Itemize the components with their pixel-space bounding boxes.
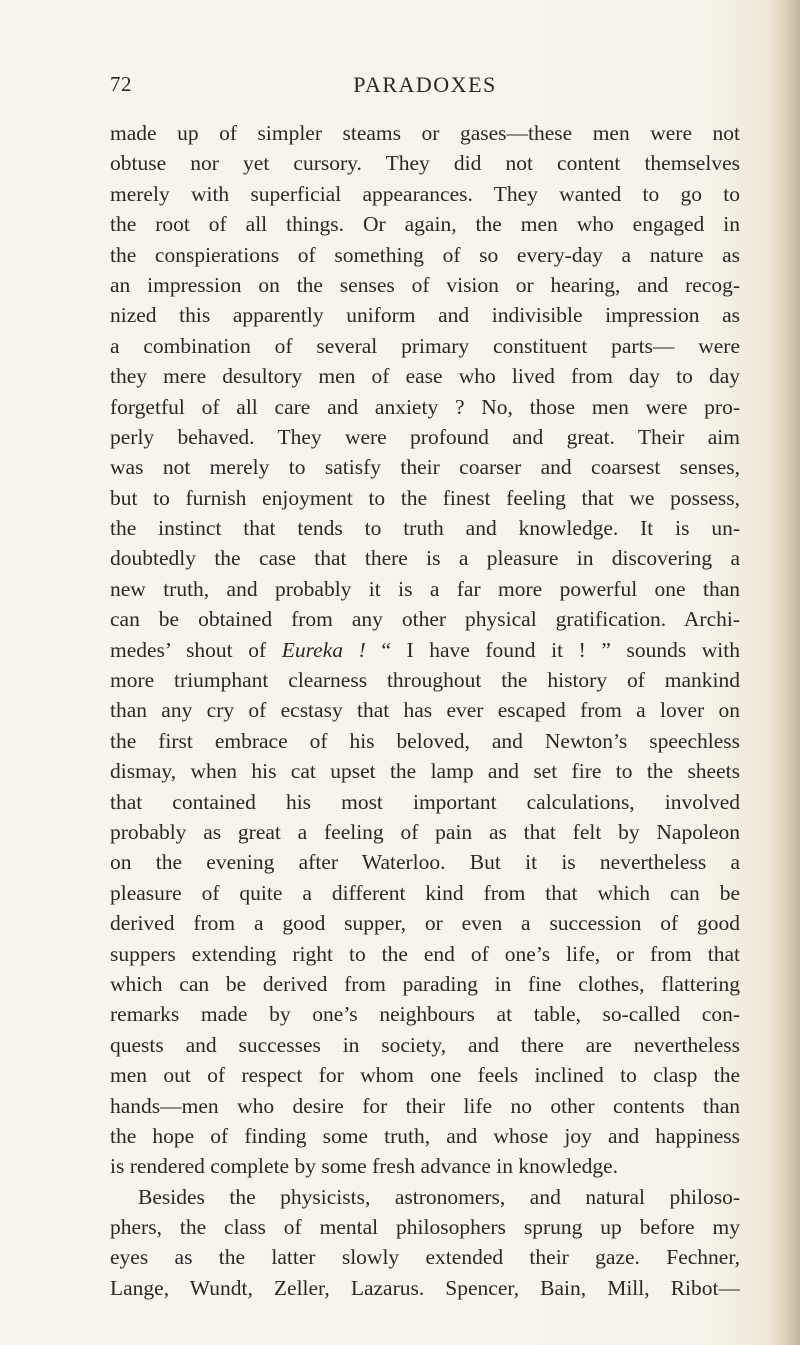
page-number: 72 [110, 72, 132, 96]
text-line: forgetful of all care and anxiety ? No, those men were pro- [110, 394, 740, 419]
text-line: but to furnish enjoyment to the finest feeling that we possess, [110, 485, 740, 510]
text-line: remarks made by one’s neighbours at table, so-called con- [110, 1002, 740, 1027]
page-edge-shadow [772, 0, 800, 1345]
text-line: was not merely to satisfy their coarser and coarsest senses, [110, 455, 740, 480]
text-line: more triumphant clearness throughout the history of mankind [110, 668, 740, 693]
text-line: on the evening after Waterloo. But it is nevertheless a [110, 850, 740, 875]
text-line: than any cry of ecstasy that has ever escaped from a lover on [110, 698, 740, 723]
text-line-with-italic [110, 635, 740, 665]
page-header [110, 72, 740, 102]
text-line: the first embrace of his beloved, and Newton’s speechless [110, 728, 740, 753]
text-line: obtuse nor yet cursory. They did not content themselves [110, 151, 740, 176]
paragraph-start-line: Besides the physicists, astronomers, and natural philoso- [138, 1184, 740, 1209]
text-line: can be obtained from any other physical gratification. Archi- [110, 607, 740, 632]
text-line: hands—men who desire for their life no other contents than [110, 1093, 740, 1118]
text-line: made up of simpler steams or gases—these men were not [110, 121, 740, 145]
text-line: doubtedly the case that there is a pleasure in discovering a [110, 546, 740, 571]
text-run: medes’ shout of [110, 637, 267, 662]
text-line: that contained his most important calculations, involved [110, 789, 740, 814]
text-line: suppers extending right to the end of one’s life, or from that [110, 941, 740, 966]
text-line: phers, the class of mental philosophers sprung up before my [110, 1215, 740, 1240]
text-run: “ I have found it ! ” sounds with [381, 637, 740, 662]
body-text [110, 118, 740, 1303]
text-line: probably as great a feeling of pain as that felt by Napoleon [110, 819, 740, 844]
text-line: the conspierations of something of so every-day a nature as [110, 242, 740, 267]
italic-eureka: Eureka ! [281, 637, 366, 662]
text-line: the instinct that tends to truth and knowledge. It is un- [110, 516, 740, 541]
text-line: perly behaved. They were profound and great. Their aim [110, 424, 740, 449]
text-line: a combination of several primary constituent parts— were [110, 333, 740, 358]
text-line: dismay, when his cat upset the lamp and set fire to the sheets [110, 759, 740, 784]
text-line: which can be derived from parading in fine clothes, flattering [110, 971, 740, 996]
text-line: derived from a good supper, or even a succession of good [110, 911, 740, 936]
text-line: Lange, Wundt, Zeller, Lazarus. Spencer, Bain, Mill, Ribot— [110, 1275, 740, 1300]
running-title: PARADOXES [353, 72, 497, 97]
text-line: merely with superficial appearances. They wanted to go to [110, 181, 740, 206]
text-line: they mere desultory men of ease who lived from day to day [110, 364, 740, 389]
text-line: eyes as the latter slowly extended their gaze. Fechner, [110, 1245, 740, 1270]
paragraph-end-line: is rendered complete by some fresh advance in knowledge. [110, 1154, 619, 1179]
text-line: the hope of finding some truth, and whose joy and happiness [110, 1123, 740, 1148]
text-line: an impression on the senses of vision or hearing, and recog- [110, 272, 740, 297]
text-line: the root of all things. Or again, the men who engaged in [110, 212, 740, 237]
text-line: men out of respect for whom one feels inclined to clasp the [110, 1063, 740, 1088]
text-line: nized this apparently uniform and indivisible impression as [110, 303, 740, 328]
text-line: quests and successes in society, and there are nevertheless [110, 1032, 740, 1057]
text-line: pleasure of quite a different kind from that which can be [110, 880, 740, 905]
text-line: new truth, and probably it is a far more powerful one than [110, 576, 740, 601]
